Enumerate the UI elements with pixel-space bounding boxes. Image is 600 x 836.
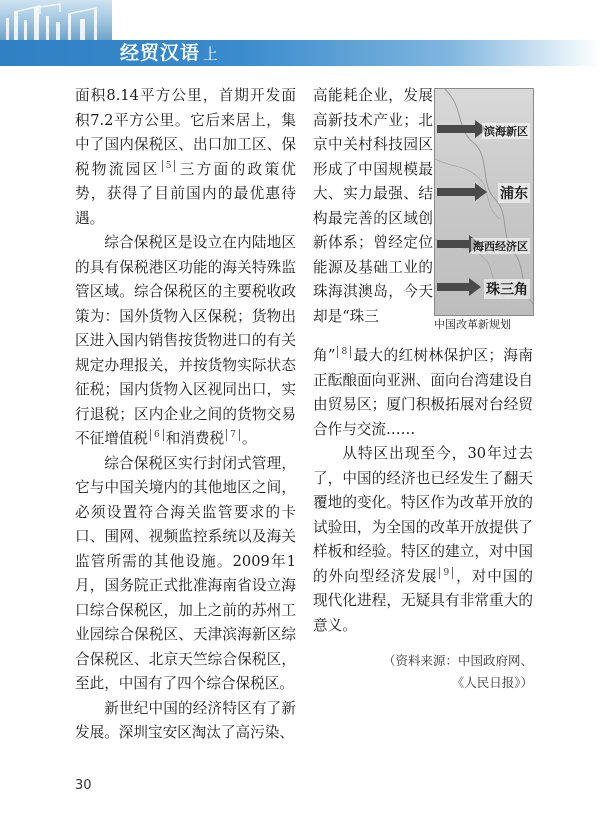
header-band — [0, 40, 600, 66]
paragraph-1-text-b: 三方面的政策优势，获得了目前国内的最优惠待遇。 — [75, 160, 296, 227]
paragraph-2-text-b: 和消费税 — [165, 430, 225, 447]
book-title-text: 经贸汉语 — [120, 42, 201, 64]
map-label-haixi: 海西经济区 — [473, 240, 528, 253]
right-column-narrow — [313, 84, 433, 329]
paragraph-2 — [75, 231, 296, 452]
book-title — [120, 41, 219, 65]
paragraph-5-text-b: ，对中国的现代化进程，无疑具有非常重大的意义。 — [313, 567, 533, 634]
footnote-ref-7[interactable]: 7 — [226, 429, 240, 441]
paragraph-3: 综合保税区实行封闭式管理，它与中国关境内的其他地区之间，必须设置符合海关监管要求的卡口、围网、视频监控系统以及海关监管所需的其他设施。2009年1月，国务院正式批准海南省设立海口综合保税区，加上之前的苏州工业园综合保税区、天津滨海新区综合保税区、北京天竺综合保税区，至此，中国有了四个综合保税区。 — [75, 454, 296, 692]
right-column-full — [313, 344, 533, 638]
source-attribution — [383, 650, 533, 694]
source-line-2: 《人民日报》） — [451, 675, 533, 690]
paragraph-4-text-b: 最大的红树林保护区；海南正酝酿面向亚洲、面向台湾建设自由贸易区；厦门积极拓展对台经贸合作与交流…… — [313, 347, 533, 438]
paragraph-4-continued: 高能耗企业，发展高新技术产业；北京中关村科技园区形成了中国规模最大、实力最强、结构最完善的区域创新体系；曾经定位能源及基础工业的珠海淇澳岛，今天却是“珠三 — [313, 87, 433, 325]
paragraph-4: 新世纪中国的经济特区有了新发展。深圳宝安区淘汰了高污染、 — [75, 699, 296, 741]
paragraph-1 — [75, 84, 296, 231]
left-column — [75, 84, 296, 746]
paragraph-4-text-a: 角” — [313, 347, 336, 364]
footnote-ref-6[interactable]: 6 — [150, 429, 164, 441]
paragraph-5-text-a: 从特区出现至今，30年过去了，中国的经济也已经发生了翻天覆地的变化。特区作为改革开放的试验田，为全国的改革开放提供了样板和经验。特区的建立，对中国的外向型经济发展 — [313, 445, 533, 585]
reform-map — [434, 88, 534, 316]
map-label-binhai: 滨海新区 — [484, 125, 528, 138]
source-line-1: （资料来源：中国政府网、 — [382, 653, 533, 668]
paragraph-2-text-c: 。 — [241, 430, 257, 447]
book-volume: 上 — [203, 45, 220, 63]
map-label-pudong: 浦东 — [498, 183, 530, 203]
footnote-ref-8[interactable]: 8 — [337, 346, 351, 358]
page-number: 30 — [75, 778, 92, 793]
paragraph-4-continued-2 — [313, 344, 533, 442]
map-caption: 中国改革新规划 — [434, 318, 511, 331]
map-label-zhusanjiao: 珠三角 — [484, 279, 530, 299]
paragraph-5 — [313, 442, 533, 638]
paragraph-2-text-a: 综合保税区是设立在内陆地区的具有保税港区功能的海关特殊监管区域。综合保税区的主要税收政策为：国外货物入区保税；货物出区进入国内销售按货物进口的有关规定办理报关，并按货物实际状态征税；国内货物入区视同出口，实行退税；区内企业之间的货物交易不征增值税 — [75, 234, 296, 447]
footnote-ref-9[interactable]: 9 — [439, 567, 453, 579]
paragraph-1-text-a: 面积8.14平方公里，首期开发面积7.2平方公里。它后来居上，集中了国内保税区、出口加工区、保税物流园区 — [75, 87, 296, 178]
footnote-ref-5[interactable]: 5 — [162, 160, 176, 172]
